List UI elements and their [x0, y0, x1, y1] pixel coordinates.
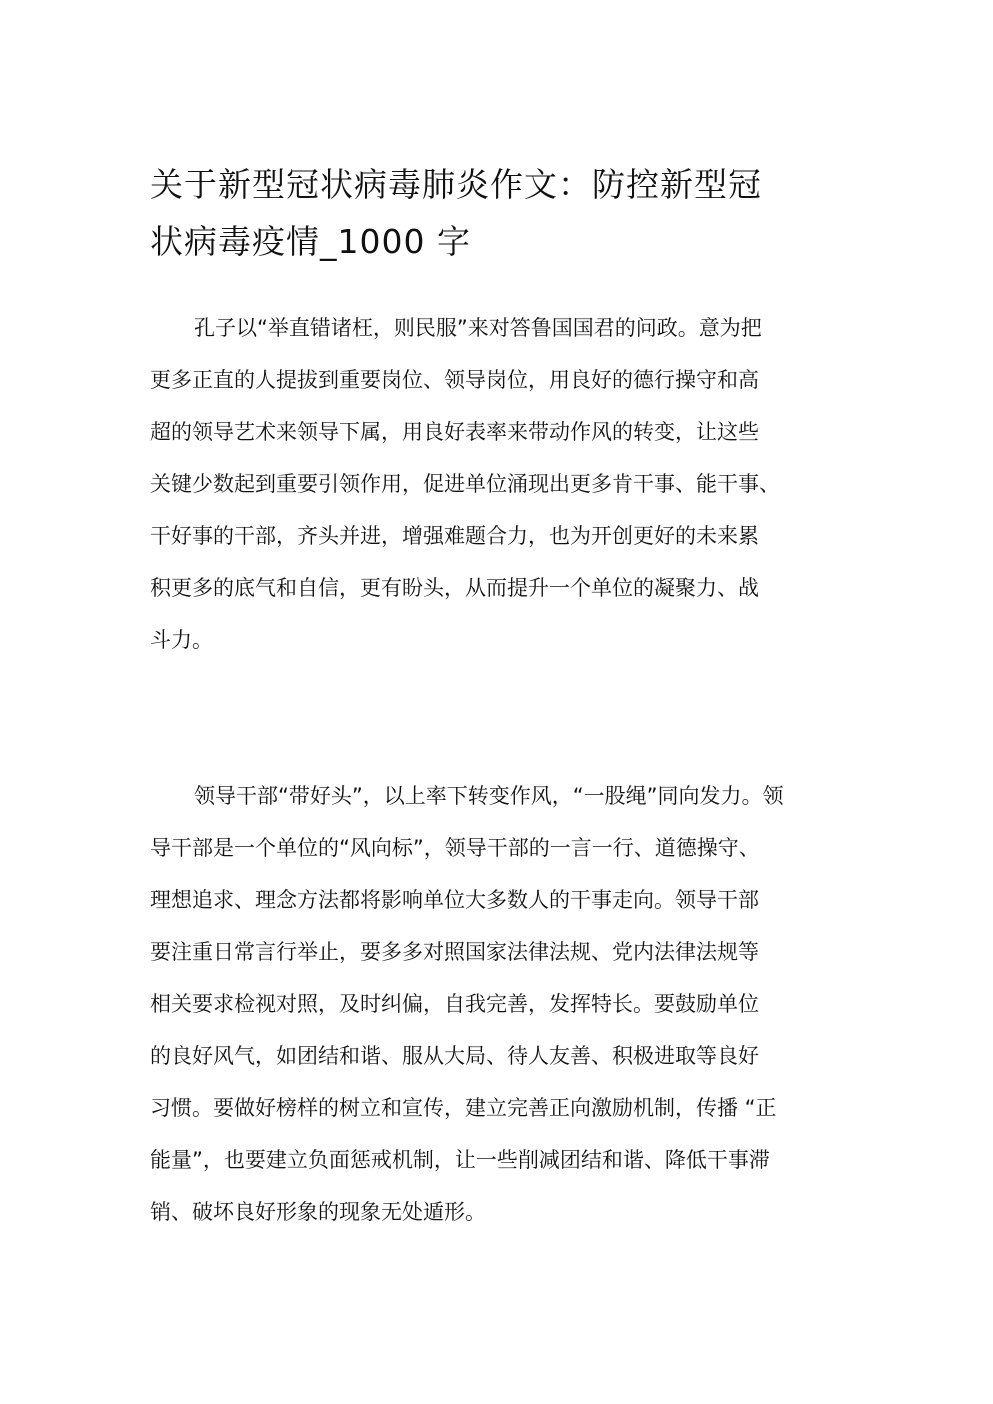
paragraph-line: 能量”，也要建立负面惩戒机制，让一些削减团结和谐、降低干事滞 — [150, 1148, 770, 1172]
paragraph-line: 导干部是一个单位的“风向标”，领导干部的一言一行、道德操守、 — [150, 836, 760, 860]
paragraph-line: 孔子以“举直错诸枉，则民服”来对答鲁国国君的问政。意为把 — [194, 316, 762, 340]
title-line: 关于新型冠状病毒肺炎作文：防控新型冠 — [150, 165, 762, 204]
title-line: 状病毒疫情_1000 字 — [150, 222, 471, 261]
paragraph-line: 理想追求、理念方法都将影响单位大多数人的干事走向。领导干部 — [150, 888, 759, 912]
paragraph-line: 超的领导艺术来领导下属，用良好表率来带动作风的转变，让这些 — [150, 420, 759, 444]
paragraph-line: 相关要求检视对照，及时纠偏，自我完善，发挥特长。要鼓励单位 — [150, 992, 759, 1016]
paragraph-line: 习惯。要做好榜样的树立和宣传，建立完善正向激励机制，传播 “正 — [150, 1096, 777, 1120]
paragraph-line: 销、破坏良好形象的现象无处遁形。 — [150, 1200, 486, 1224]
paragraph-2 — [150, 770, 850, 1238]
paragraph-line: 积更多的底气和自信，更有盼头，从而提升一个单位的凝聚力、战 — [150, 576, 759, 600]
document-title — [150, 156, 840, 270]
paragraph-line: 斗力。 — [150, 628, 213, 652]
paragraph-line: 干好事的干部，齐头并进，增强难题合力，也为开创更好的未来累 — [150, 524, 759, 548]
paragraph-line: 的良好风气，如团结和谐、服从大局、待人友善、积极进取等良好 — [150, 1044, 759, 1068]
paragraph-line: 关键少数起到重要引领作用，促进单位涌现出更多肯干事、能干事、 — [150, 472, 780, 496]
paragraph-1 — [150, 302, 850, 666]
paragraph-line: 更多正直的人提拔到重要岗位、领导岗位，用良好的德行操守和高 — [150, 368, 759, 392]
paragraph-line: 要注重日常言行举止，要多多对照国家法律法规、党内法律法规等 — [150, 940, 759, 964]
paragraph-line: 领导干部“带好头”，以上率下转变作风，“一股绳”同向发力。领 — [194, 784, 784, 808]
